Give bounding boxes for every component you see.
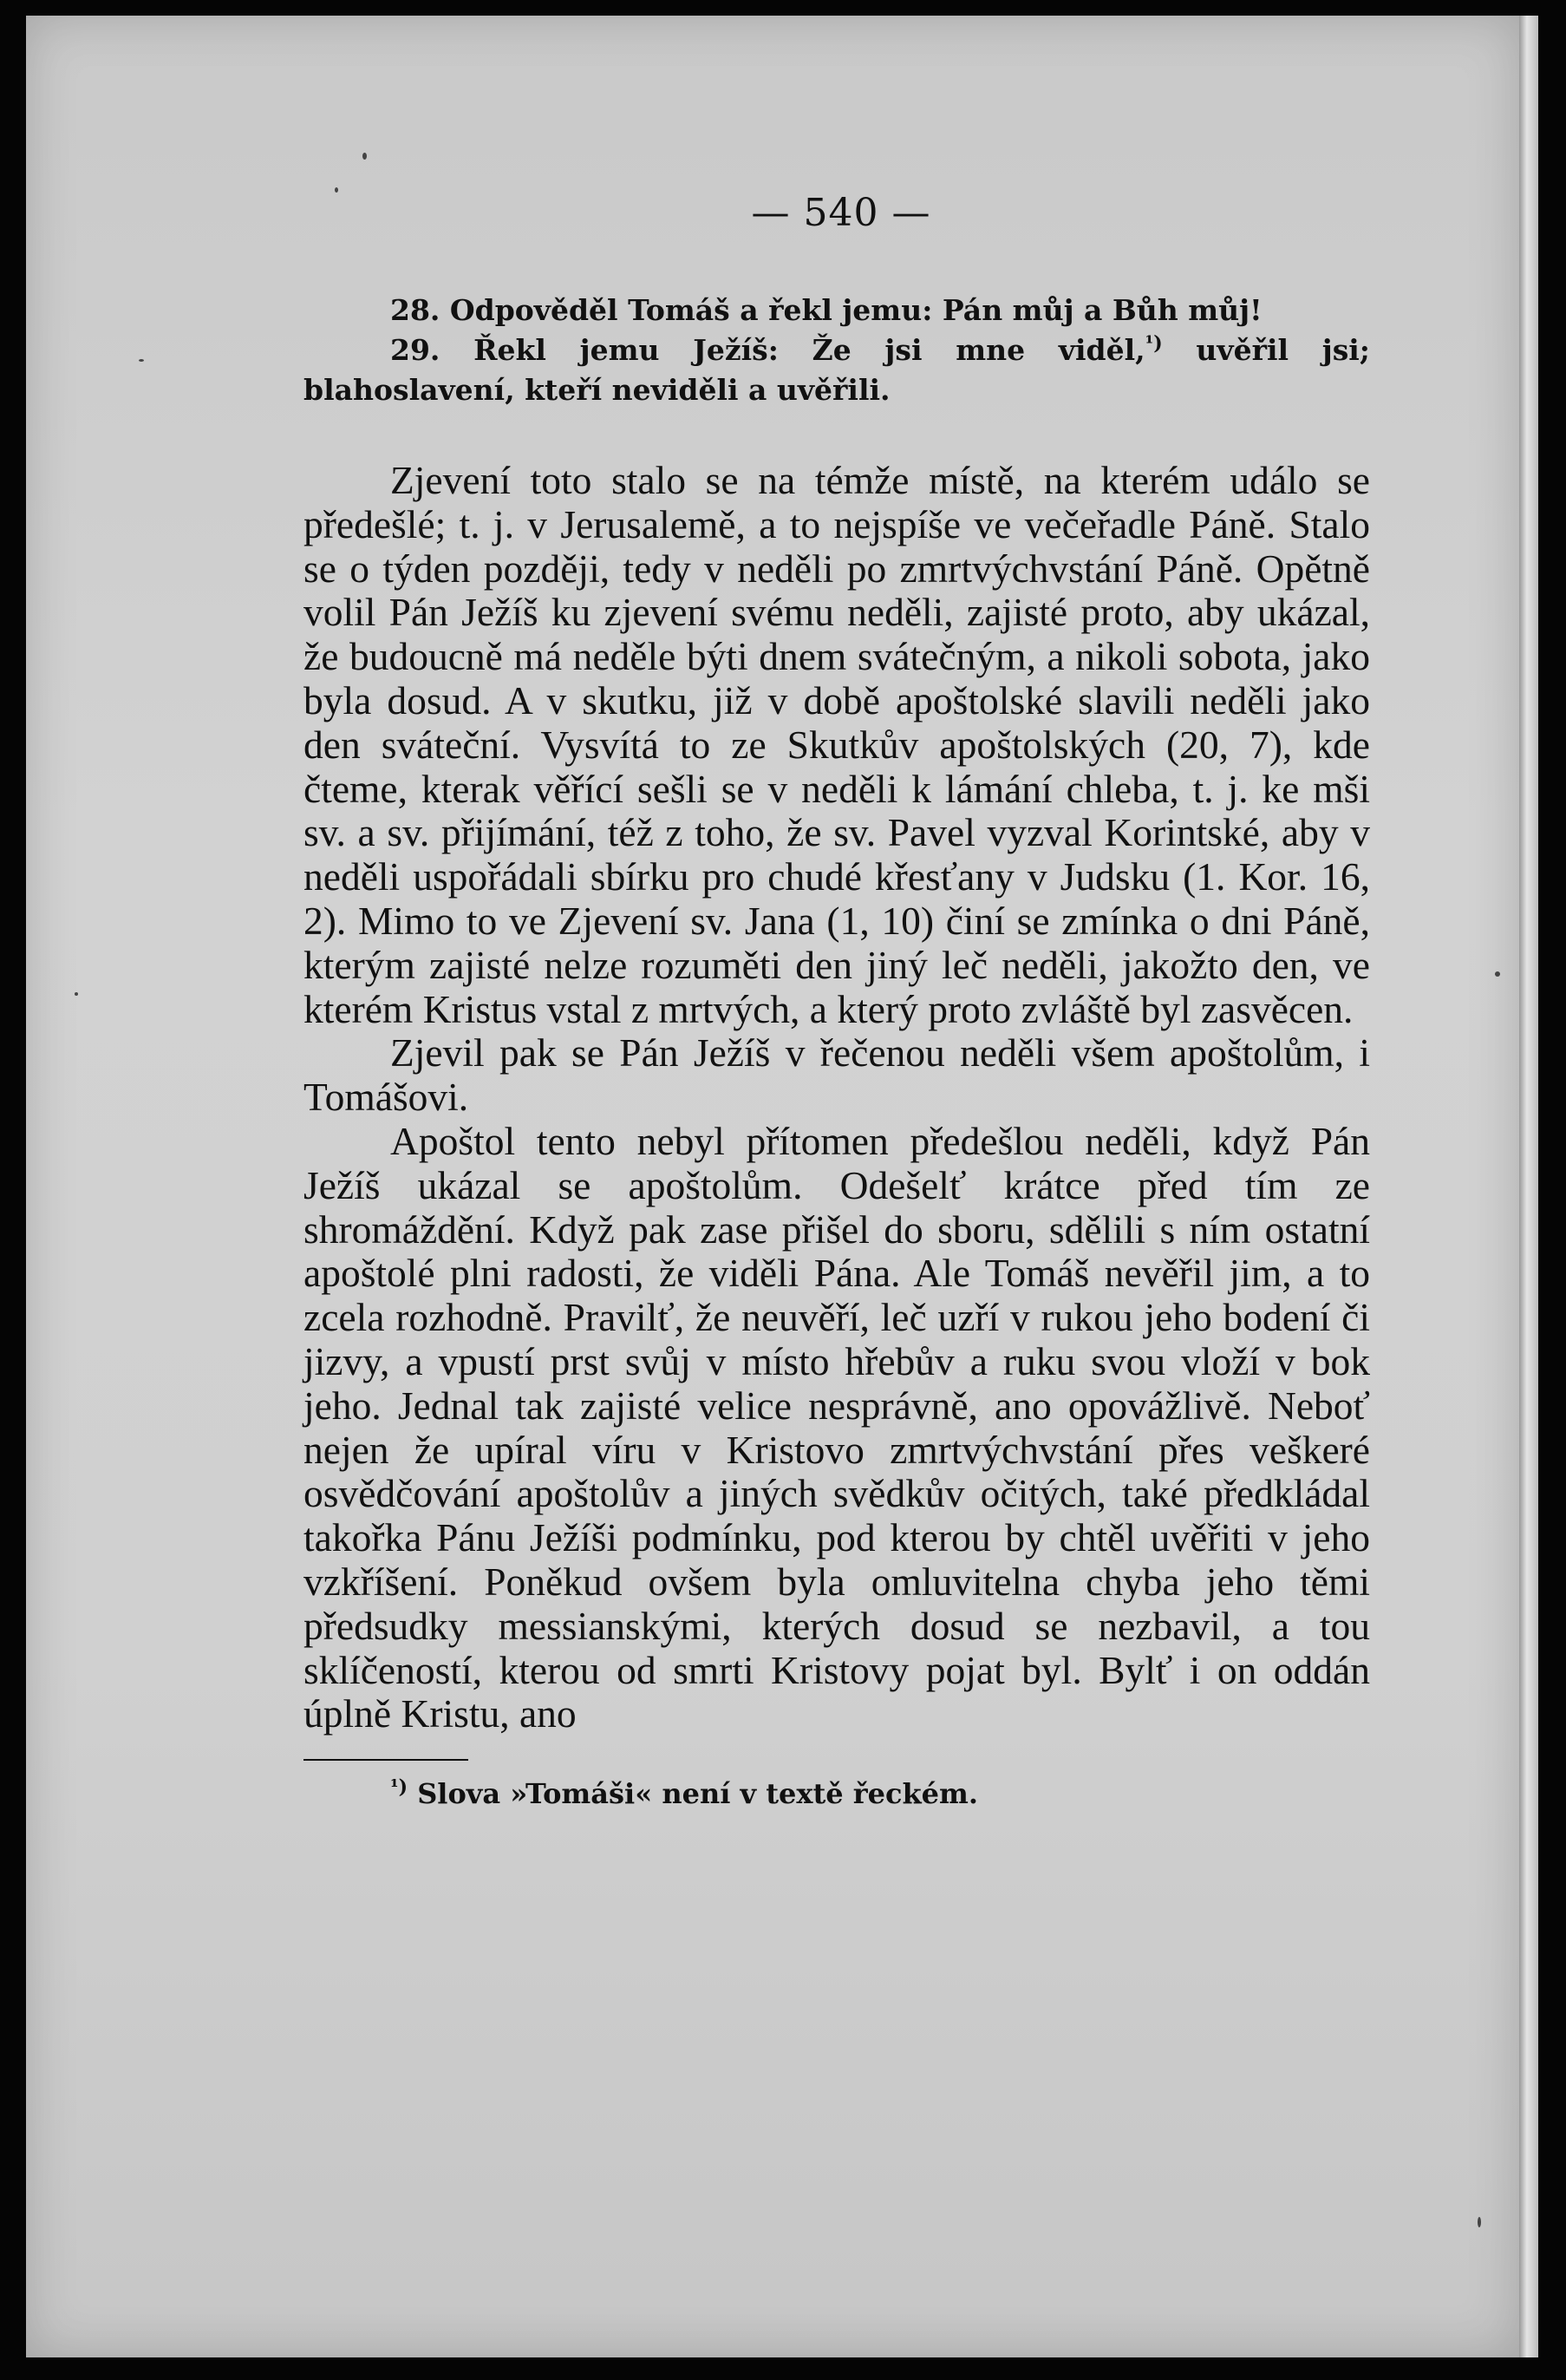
page-number: — 540 — [751,191,931,235]
footnote-text: Slova »Tomáši« není v textě řeckém. [408,1777,978,1811]
commentary-paragraph-3: Apoštol tento nebyl přítomen předešlou neděli, když Pán Ježíš ukázal se apoštolům. Odešelť krátce před tím ze shromáždění. Když pak zase přišel do sboru, sdělili s ním ostatní apoštolé plni radosti, že viděli Pána. Ale Tomáš nevěřil jim, a to zcela rozhodně. Pravilť, že neuvěří, leč uzří v rukou jeho bodení či jizvy, a vpustí prst svůj v místo hřebův a ruku svou vloží v bok jeho. Jednal tak zajisté velice nesprávně, ano opovážlivě. Neboť nejen že upíral víru v Kristovo zmrtvýchvstání přes veškeré osvědčování apoštolův a jiných svědkův očitých, také předkládal takořka Pánu Ježíši podmínku, pod kterou by chtěl uvěřiti v jeho vzkříšení. Poněkud ovšem byla omluvitelna chyba jeho těmi předsudky messianskými, kterých dosud se nezbavil, a tou sklíčeností, kterou od smrti Kristovy pojat byl. Bylť i on oddán úplně Kristu, ano [303,1118,1370,1736]
scan-speck [1478,2217,1481,2227]
scan-speck [1495,971,1500,977]
verse-28: 28. Odpověděl Tomáš a řekl jemu: Pán můj a Bůh můj! [390,293,1263,327]
page-edge [1519,16,1538,2357]
scan-speck [362,153,367,160]
scripture-verses [303,291,1370,410]
footnote-reference: ¹) [1145,332,1163,355]
scan-speck [139,359,144,362]
footnote [303,1775,1370,1813]
page-text [303,191,1370,1813]
commentary-paragraph-1: Zjevení toto stalo se na témže místě, na kterém událo se předešlé; t. j. v Jerusalemě, a to nejspíše ve večeřadle Páně. Stalo se o týden později, tedy v neděli po zmrtvýchvstání Páně. Opětně volil Pán Ježíš ku zjevení svému neděli, zajisté proto, aby ukázal, že budoucně má neděle býti dnem svátečným, a nikoli sobota, jako byla dosud. A v skutku, již v době apoštolské slavili neděli jako den sváteční. Vysvítá to ze Skutkův apoštolských (20, 7), kde čteme, kterak věřící sešli se v neděli k lámání chleba, t. j. ke mši sv. a sv. přijímání, též z toho, že sv. Pavel vyzval Korintské, aby v neděli uspořádali sbírku pro chudé křesťany v Judsku (1. Kor. 16, 2). Mimo to ve Zjevení sv. Jana (1, 10) činí se zmínka o dni Páně, kterým zajisté nelze rozuměti den jiný leč neděli, jakožto den, ve kterém Kristus vstal z mrtvých, a který proto zvláště byl zasvěcen. [303,458,1370,1031]
commentary-paragraph-2: Zjevil pak se Pán Ježíš v řečenou neděli všem apoštolům, i Tomášovi. [303,1030,1370,1120]
verse-29-start: 29. Řekl jemu Ježíš: Že jsi mne viděl, [390,333,1145,367]
verse-29-end: uvěřil jsi; blahoslavení, kteří neviděli a uvěřili. [303,333,1370,407]
footnote-mark: ¹) [390,1775,408,1799]
verse-29 [303,330,1370,410]
footnote-divider [303,1759,468,1761]
scan-speck [75,992,78,996]
